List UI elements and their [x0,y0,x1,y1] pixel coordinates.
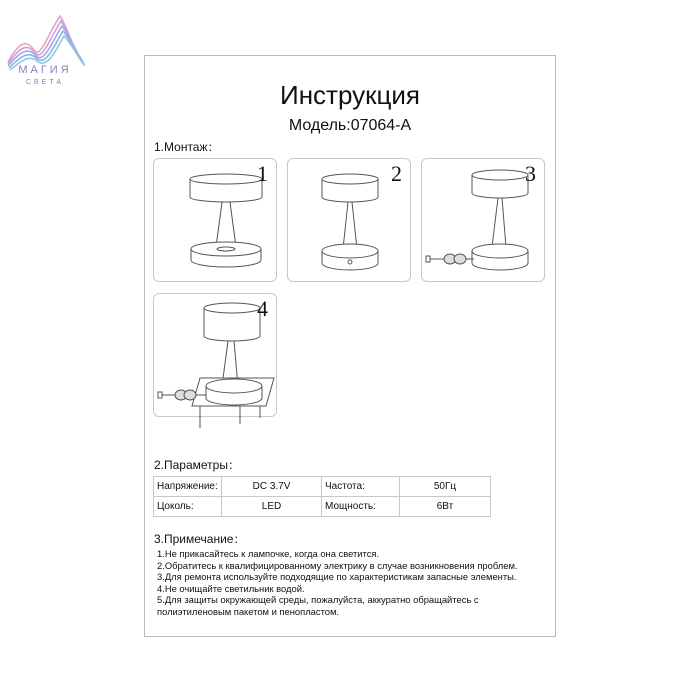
table-row [154,497,491,517]
table-row [154,477,491,497]
page-title: Инструкция [280,80,420,110]
param-label: Частота: [322,477,400,497]
step-number: 3 [525,161,536,186]
list-item: 5.Для защиты окружающей среды, пожалуйста, аккуратно обращайтесь с [157,594,479,606]
list-item: полиэтиленовым пакетом и пенопластом. [157,605,340,617]
logo-name: МАГИЯ [18,64,72,76]
param-value: LED [222,497,322,517]
logo-subname: СВЕТА [25,79,65,86]
parameters-table [153,476,491,517]
mounting-step-2 [287,158,411,282]
notes-list [157,548,518,618]
list-item: 2.Обратитесь к квалифицированному электрику в случае возникновения проблем. [157,559,518,571]
mounting-step-1 [153,158,277,282]
mounting-step-4 [153,293,277,417]
param-value: DC 3.7V [222,477,322,497]
list-item: 4.Не очищайте светильник водой. [157,582,305,594]
parameters-heading: 2.Параметры： [154,458,240,472]
mounting-step-3 [421,158,545,282]
model-number: Модель:07064-А [288,117,412,134]
mounting-heading: 1.Монтаж： [154,140,220,154]
param-label: Мощность: [322,497,400,517]
list-item: 1.Не прикасайтесь к лампочке, когда она светится. [157,548,380,559]
param-value: 6Вт [400,497,491,517]
param-value: 50Гц [400,477,491,497]
param-label: Напряжение: [154,477,222,497]
list-item: 3.Для ремонта используйте подходящие по характеристикам запасные элементы. [157,571,517,583]
step-number: 4 [257,296,268,321]
step-number: 1 [257,161,268,186]
notes-heading: 3.Примечание： [154,532,246,546]
param-label: Цоколь: [154,497,222,517]
step-number: 2 [391,161,402,186]
